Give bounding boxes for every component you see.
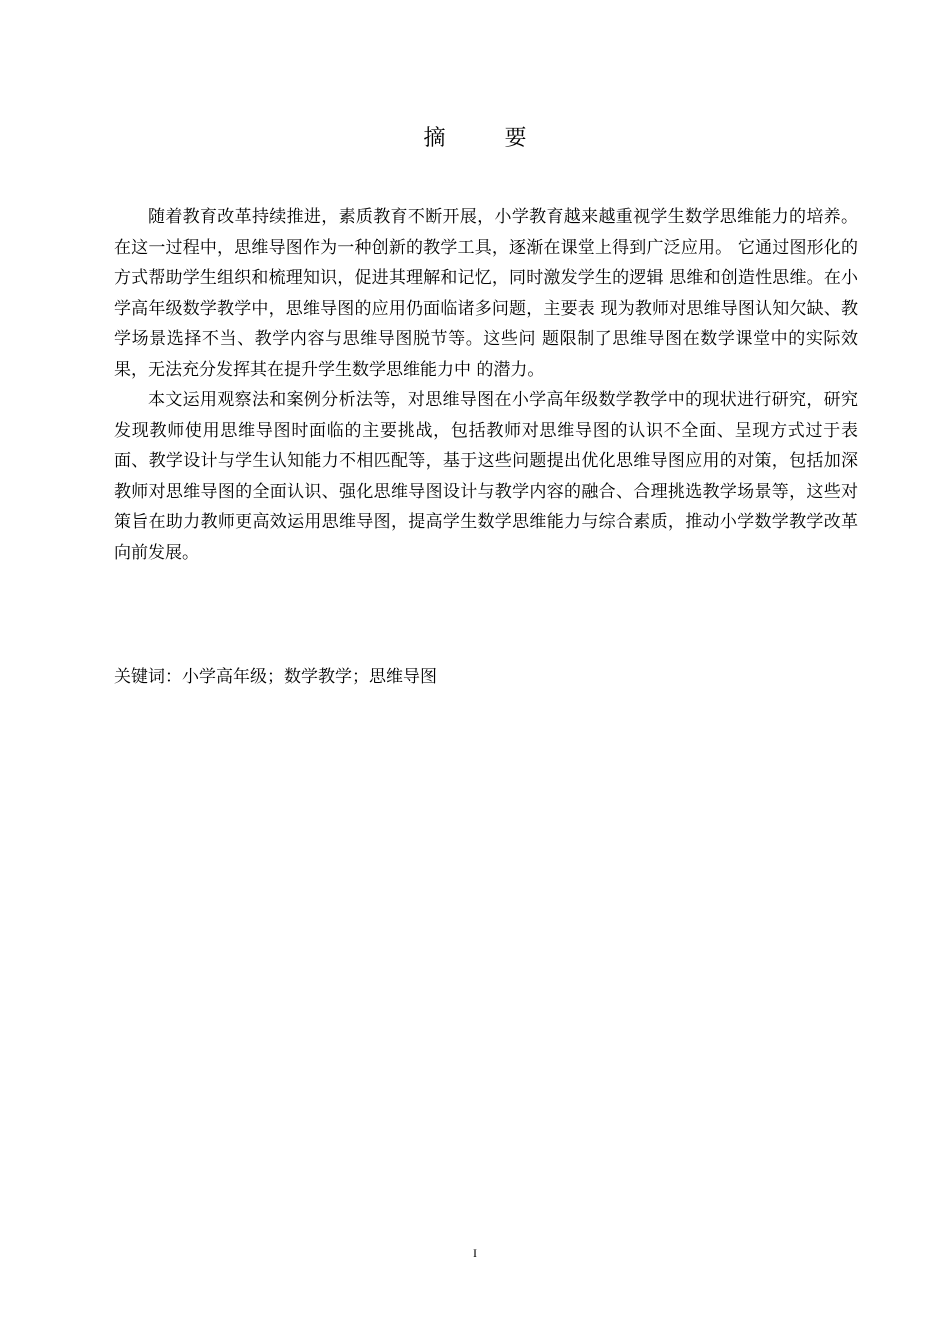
abstract-paragraph-2: 本文运用观察法和案例分析法等，对思维导图在小学高年级数学教学中的现状进行研究，研究发现教师使用思维导图时面临的主要挑战，包括教师对思维导图的认识不全面、呈现方式过于表面、教学设计与学生认知能力不相匹配等，基于这些问题提出优化思维导图应用的对策，包括加深教师对思维导图的全面认识、强化思维导图设计与教学内容的融合、合理挑选教学场景等，这些对策旨在助力教师更高效运用思维导图，提高学生数学思维能力与综合素质，推动小学数学教学改革向前发展。	[114, 390, 858, 563]
abstract-title: 摘 要	[423, 126, 553, 151]
keywords-line	[114, 662, 858, 692]
keywords-value: 小学高年级；数学教学；思维导图	[182, 667, 437, 687]
page-number: I	[473, 1246, 477, 1260]
abstract-paragraph-1: 随着教育改革持续推进，素质教育不断开展，小学教育越来越重视学生数学思维能力的培养。在这一过程中，思维导图作为一种创新的教学工具，逐渐在课堂上得到广泛应用。 它通过图形化的方式帮助学生组织和梳理知识，促进其理解和记忆，同时激发学生的逻辑 思维和创造性思维。在小学高年级数学教学中，思维导图的应用仍面临诸多问题，主要表 现为教师对思维导图认知欠缺、教学场景选择不当、教学内容与思维导图脱节等。这些问 题限制了思维导图在数学课堂中的实际效果，无法充分发挥其在提升学生数学思维能力中 的潜力。	[114, 207, 858, 380]
keywords-label: 关键词：	[114, 667, 182, 687]
abstract-body	[114, 202, 858, 568]
